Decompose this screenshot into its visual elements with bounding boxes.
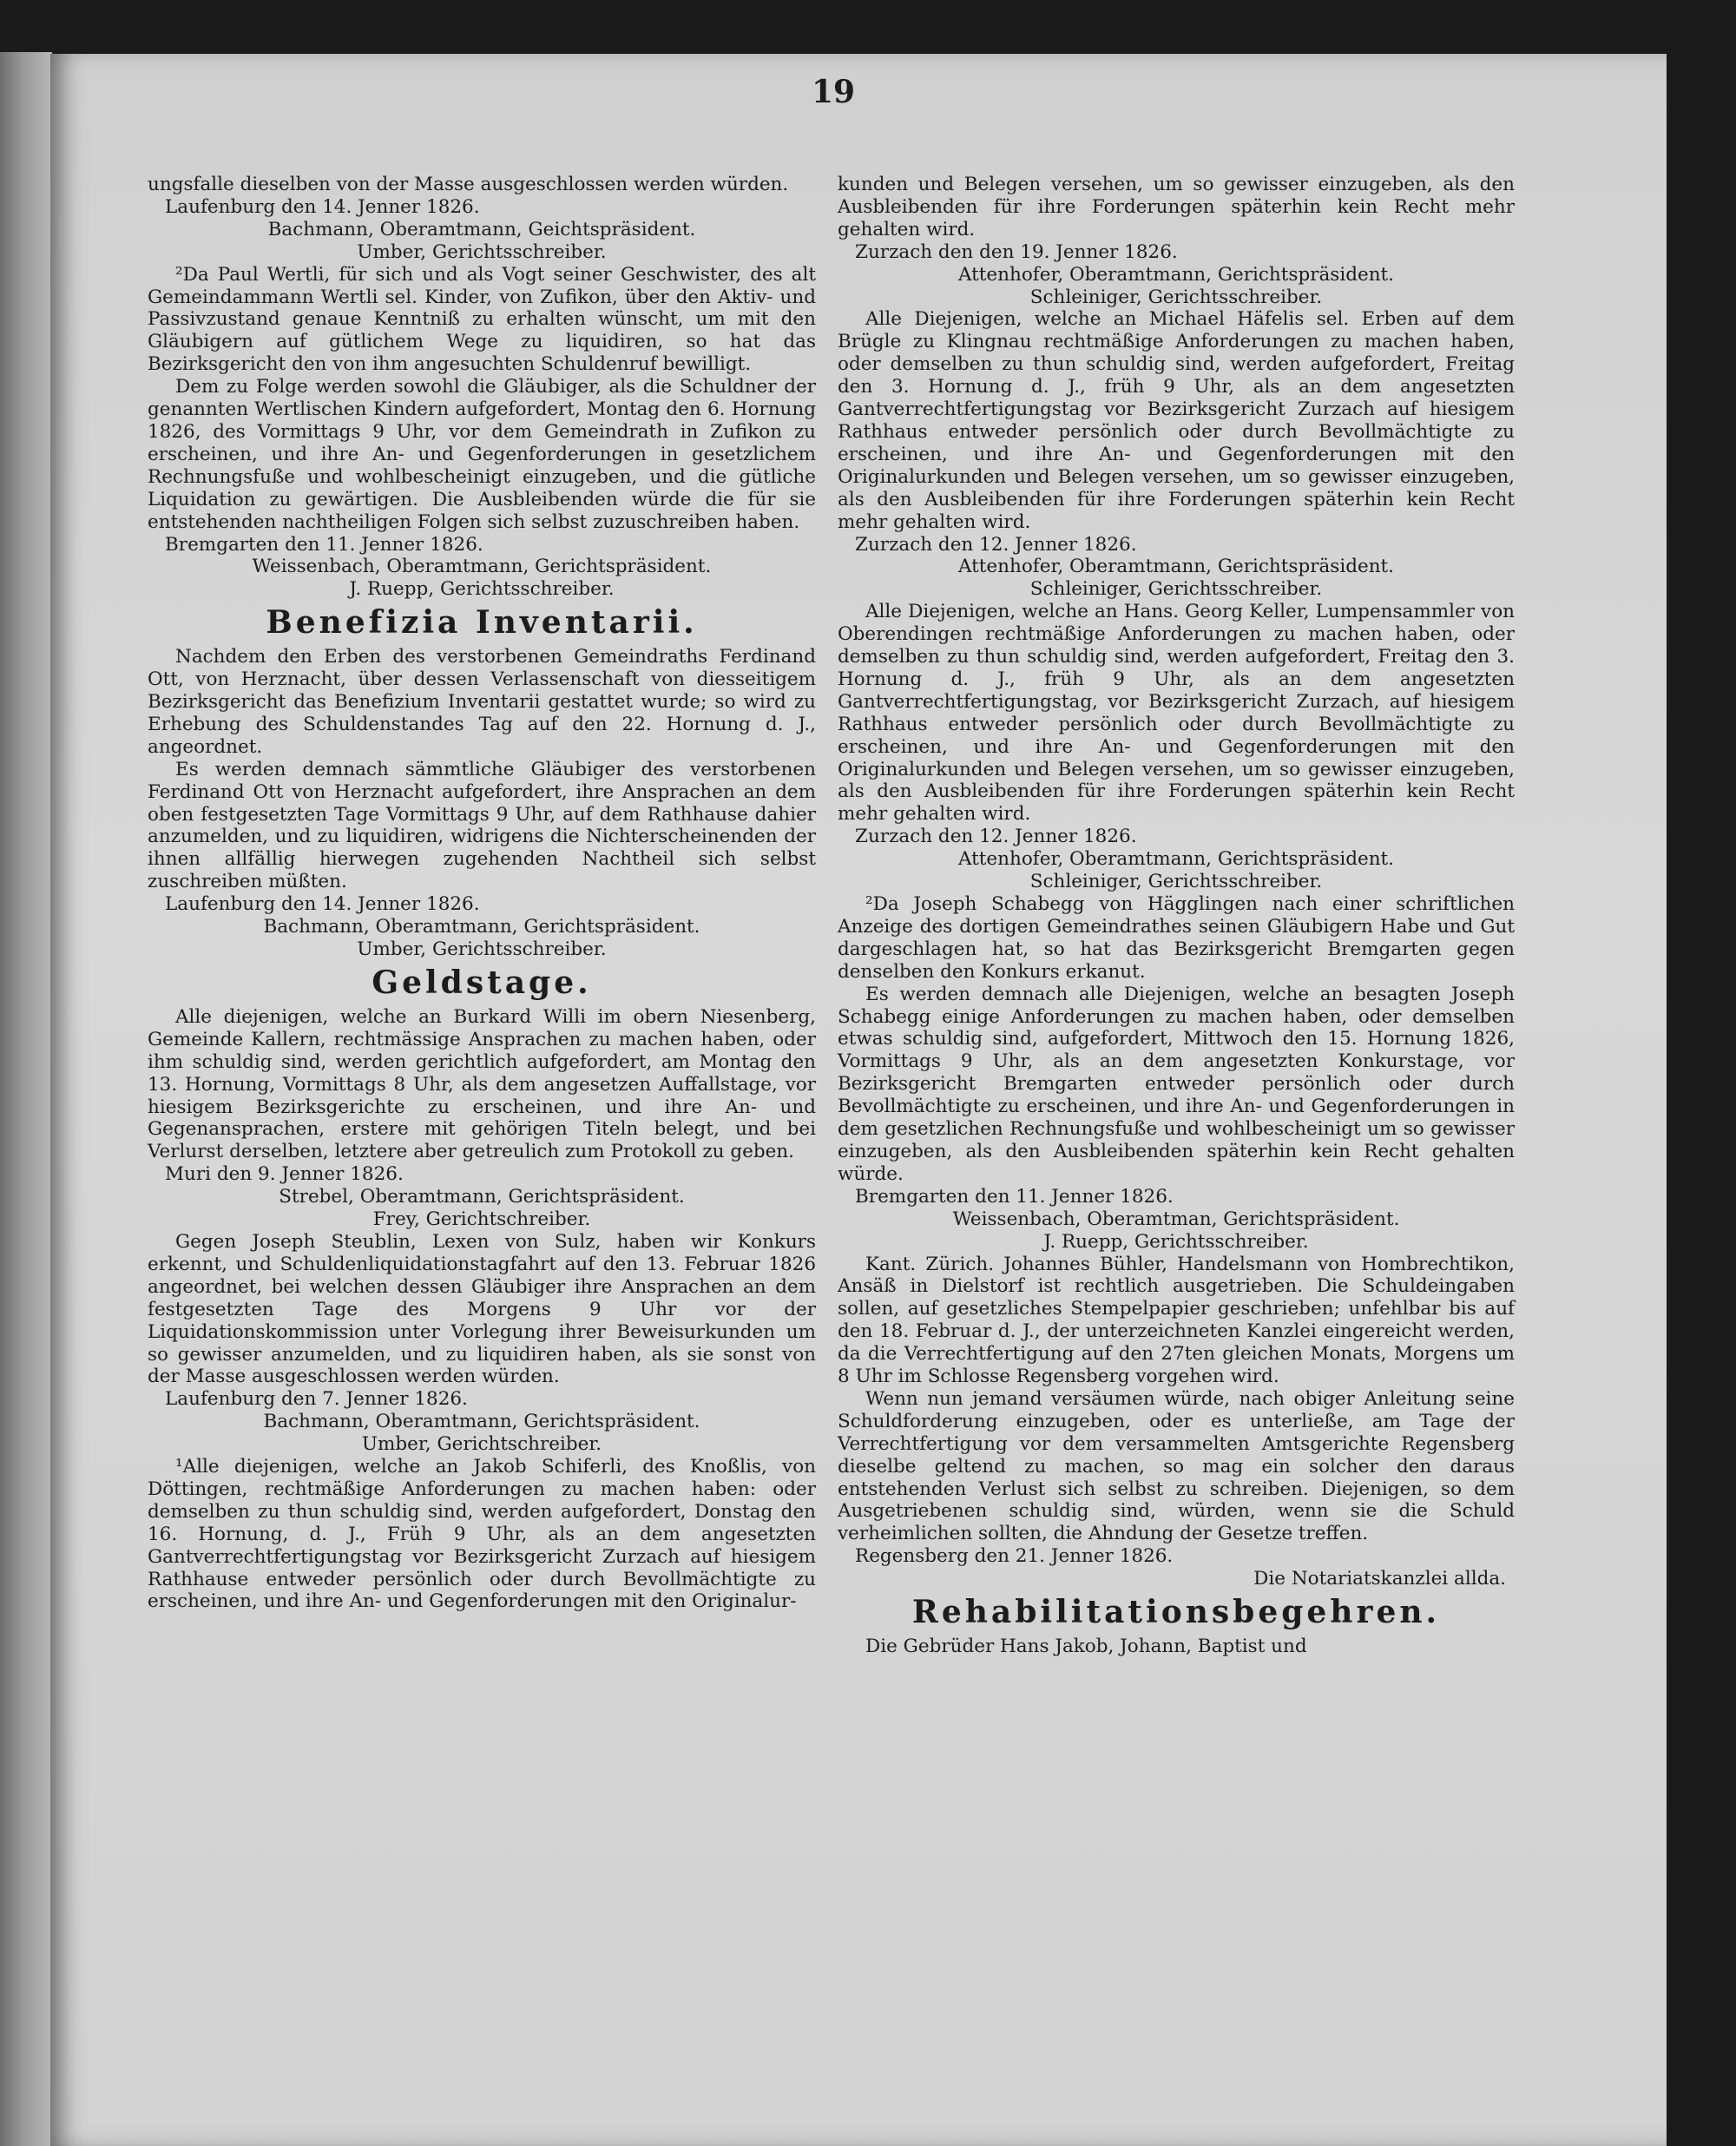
- adjacent-page-edge: [0, 52, 52, 2146]
- notice-paragraph: Die Gebrüder Hans Jakob, Johann, Baptist und: [865, 1636, 1307, 1658]
- signature-line: Attenhofer, Oberamtmann, Gerichtspräsident.: [957, 263, 1395, 286]
- notice-paragraph: Alle Diejenigen, welche an Hans. Georg Keller, Lumpensammler von Oberendingen rechtmäßige Anforderungen zu machen haben, oder demselben zu thun schuldig sind, werden aufgefordert, Freitag den 3. Hornung d. J., früh 9 Uhr, als an dem angesetzten Gantverrechtfertigungstag, vor Bezirksgericht Zurzach, auf hiesigem Rathhaus entweder persönlich oder durch Bevollmächtigte zu erscheinen, und ihre An- und Gegenforderungen mit den Originalurkunden und Belegen versehen, um so gewisser einzugeben, als den Ausbleibenden für ihre Forderungen späterhin kein Recht mehr gehalten wird.: [838, 601, 1515, 826]
- signature-line: J. Ruepp, Gerichtsschreiber.: [349, 578, 615, 601]
- place-date-line: Zurzach den den 19. Jenner 1826.: [855, 240, 1178, 263]
- signature-line: Strebel, Oberamtmann, Gerichtspräsident.: [279, 1186, 685, 1208]
- signature-line: Bachmann, Oberamtmann, Gerichtspräsident.: [263, 1411, 700, 1433]
- notice-paragraph: Dem zu Folge werden sowohl die Gläubiger, als die Schuldner der genannten Wertlischen Kindern aufgefordert, Montag den 6. Hornung 1826, des Vormittags 9 Uhr, vor dem Gemeindrath in Zufikon zu erscheinen, und ihre An- und Gegenforderungen in gesetzlichem Rechnungsfuße und wohlbescheinigt einzugeben, und die gütliche Liquidation zu gewärtigen. Die Ausbleibenden würde die für sie entstehenden nachtheiligen Folgen sich selbst zuzuschreiben haben.: [148, 376, 816, 533]
- notice-paragraph: Es werden demnach alle Diejenigen, welche an besagten Joseph Schabegg einige Anforderungen zu machen haben, oder demselben etwas schuldig sind, aufgefordert, Mittwoch den 15. Hornung 1826, Vormittags 9 Uhr, als an dem angesetzten Konkurstage, vor Bezirksgericht Bremgarten entweder persönlich oder durch Bevollmächtigte zu erscheinen, und ihre An- und Gegenforderungen in dem gesetzlichen Rechnungsfuße und wohlbescheinigt um so gewisser einzugeben, als den Ausbleibenden späterhin kein Recht gehalten würde.: [838, 983, 1515, 1185]
- place-date-line: Laufenburg den 7. Jenner 1826.: [165, 1388, 468, 1411]
- notice-paragraph: Gegen Joseph Steublin, Lexen von Sulz, haben wir Konkurs erkennt, und Schuldenliquidationstagfahrt auf den 13. Februar 1826 angeordnet, bei welchen dessen Gläubiger ihre Ansprachen an dem festgesetzten Tage des Morgens 9 Uhr vor der Liquidationskommission unter Vorlegung ihrer Beweisurkunden um so gewisser anzumelden, und zu liquidiren haben, als sie sonst von der Masse ausgeschlossen werden würden.: [148, 1230, 816, 1388]
- signature-line: Die Notariatskanzlei allda.: [1253, 1568, 1506, 1590]
- signature-line: Frey, Gerichtschreiber.: [372, 1208, 591, 1231]
- place-date-line: Zurzach den 12. Jenner 1826.: [855, 533, 1137, 556]
- right-column: [838, 174, 1515, 1658]
- place-date-line: Bremgarten den 11. Jenner 1826.: [165, 533, 483, 556]
- signature-line: Schleiniger, Gerichtsschreiber.: [1029, 286, 1323, 308]
- place-date-line: Muri den 9. Jenner 1826.: [165, 1163, 404, 1186]
- section-heading: Rehabilitationsbegehren.: [911, 1594, 1441, 1631]
- left-column: [148, 174, 816, 1613]
- section-heading: Benefizia Inventarii.: [266, 604, 698, 642]
- signature-line: Weissenbach, Oberamtman, Gerichtspräsident.: [952, 1208, 1400, 1230]
- signature-line: J. Ruepp, Gerichtsschreiber.: [1043, 1230, 1309, 1253]
- signature-line: Umber, Gerichtschreiber.: [361, 1433, 602, 1456]
- continuation-paragraph: kunden und Belegen versehen, um so gewisser einzugeben, als den Ausbleibenden für ihre Forderungen späterhin kein Recht mehr gehalten wird.: [838, 174, 1515, 240]
- notice-paragraph: Wenn nun jemand versäumen würde, nach obiger Anleitung seine Schuldforderung einzugeben, oder es unterließe, am Tage der Verrechtfertigung vor dem versammelten Amtsgerichte Regensberg dieselbe geltend zu machen, so mag ein solcher den daraus entstehenden Verlust sich selbst zu schreiben. Diejenigen, so dem Ausgetriebenen schuldig sind, würden, wenn sie die Schuld verheimlichen sollten, die Ahndung der Gesetze treffen.: [838, 1387, 1515, 1545]
- place-date-line: Zurzach den 12. Jenner 1826.: [855, 826, 1137, 848]
- notice-paragraph: ²Da Paul Wertli, für sich und als Vogt seiner Geschwister, des alt Gemeindammann Wertli sel. Kinder, von Zufikon, über den Aktiv- und Passivzustand genaue Kenntniß zu erhalten wünscht, um mit den Gläubigern auf gütlichem Wege zu liquidiren, so hat das Bezirksgericht den von ihm angesuchten Schuldenruf bewilligt.: [148, 263, 816, 376]
- notice-paragraph: Es werden demnach sämmtliche Gläubiger des verstorbenen Ferdinand Ott von Herznacht aufgefordert, ihre Ansprachen an dem oben festgesetzten Tage Vormittags 9 Uhr, auf dem Rathhause dahier anzumelden, und zu liquidiren, widrigens die Nichterscheinenden der ihnen allfällig hierwegen zugehenden Nachtheil sich selbst zuschreiben müßten.: [148, 758, 816, 893]
- notice-paragraph: Kant. Zürich. Johannes Bühler, Handelsmann von Hombrechtikon, Ansäß in Dielstorf ist rechtlich ausgetrieben. Die Schuldeingaben sollen, auf gesetzliches Stempelpapier geschrieben; unfehlbar bis auf den 18. Februar d. J., der unterzeichneten Kanzlei eingereicht werden, da die Verrechtfertigung auf den 27ten gleichen Monats, Morgens um 8 Uhr im Schlosse Regensberg vorgehen wird.: [838, 1253, 1515, 1388]
- place-date-line: Regensberg den 21. Jenner 1826.: [855, 1545, 1174, 1568]
- notice-paragraph: Alle diejenigen, welche an Burkard Willi im obern Niesenberg, Gemeinde Kallern, rechtmässige Ansprachen zu machen haben, oder ihm schuldig sind, werden gerichtlich aufgefordert, am Montag den 13. Hornung, Vormittags 8 Uhr, als dem angesetzen Auffallstage, vor hiesigem Bezirksgerichte zu erscheinen, und ihre An- und Gegenansprachen, erstere mit gehörigen Titeln belegt, und bei Verlurst derselben, letztere aber getreulich zum Protokoll zu geben.: [148, 1005, 816, 1163]
- section-heading: Geldstage.: [372, 964, 592, 1001]
- notice-paragraph: ²Da Joseph Schabegg von Hägglingen nach einer schriftlichen Anzeige des dortigen Gemeindrathes seinen Gläubigern Habe und Gut dargeschlagen hat, so hat das Bezirksgericht Bremgarten gegen denselben den Konkurs erkanut.: [838, 893, 1515, 983]
- signature-line: Attenhofer, Oberamtmann, Gerichtspräsident.: [957, 848, 1395, 871]
- signature-line: Weissenbach, Oberamtmann, Gerichtspräsident.: [252, 556, 712, 578]
- place-date-line: Bremgarten den 11. Jenner 1826.: [855, 1185, 1174, 1208]
- continuation-paragraph: ungsfalle dieselben von der Masse ausgeschlossen werden würden.: [148, 174, 789, 195]
- signature-line: Umber, Gerichtsschreiber.: [357, 240, 607, 263]
- notice-paragraph: Nachdem den Erben des verstorbenen Gemeindraths Ferdinand Ott, von Herznacht, über dessen Verlassenschaft von diesseitigem Bezirksgericht das Benefizium Inventarii gestattet wurde; so wird zu Erhebung des Schuldenstandes Tag auf den 22. Hornung d. J., angeordnet.: [148, 646, 816, 758]
- signature-line: Schleiniger, Gerichtsschreiber.: [1029, 578, 1323, 601]
- place-date-line: Laufenburg den 14. Jenner 1826.: [165, 195, 480, 218]
- page-number: 19: [811, 74, 856, 110]
- signature-line: Attenhofer, Oberamtmann, Gerichtspräsident.: [957, 556, 1395, 578]
- signature-line: Schleiniger, Gerichtsschreiber.: [1029, 871, 1323, 893]
- signature-line: Bachmann, Oberamtmann, Gerichtspräsident.: [263, 916, 700, 938]
- notice-paragraph: Alle Diejenigen, welche an Michael Häfelis sel. Erben auf dem Brügle zu Klingnau rechtmäßige Anforderungen zu machen haben, oder demselben zu thun schuldig sind, werden aufgefordert, Freitag den 3. Hornung d. J., früh 9 Uhr, als an dem angesetzten Gantverrechtfertigungstag vor Bezirksgericht Zurzach auf hiesigem Rathhaus entweder persönlich oder durch Bevollmächtigte zu erscheinen, und ihre An- und Gegenforderungen mit den Originalurkunden und Belegen versehen, um so gewisser einzugeben, als den Ausbleibenden für ihre Forderungen späterhin kein Recht mehr gehalten wird.: [838, 308, 1515, 533]
- place-date-line: Laufenburg den 14. Jenner 1826.: [165, 893, 480, 916]
- signature-line: Umber, Gerichtsschreiber.: [357, 938, 607, 960]
- signature-line: Bachmann, Oberamtmann, Geichtspräsident.: [267, 218, 696, 240]
- notice-paragraph: ¹Alle diejenigen, welche an Jakob Schiferli, des Knoßlis, von Döttingen, rechtmäßige Anforderungen zu machen haben: oder demselben zu thun schuldig sind, werden aufgefordert, Donstag den 16. Hornung, d. J., Früh 9 Uhr, als an dem angesetzten Gantverrechtfertigungstag vor Bezirksgericht Zurzach auf hiesigem Rathhause entweder persönlich oder durch Bevollmächtigte zu erscheinen, und ihre An- und Gegenforderungen mit den Originalur-: [148, 1456, 816, 1613]
